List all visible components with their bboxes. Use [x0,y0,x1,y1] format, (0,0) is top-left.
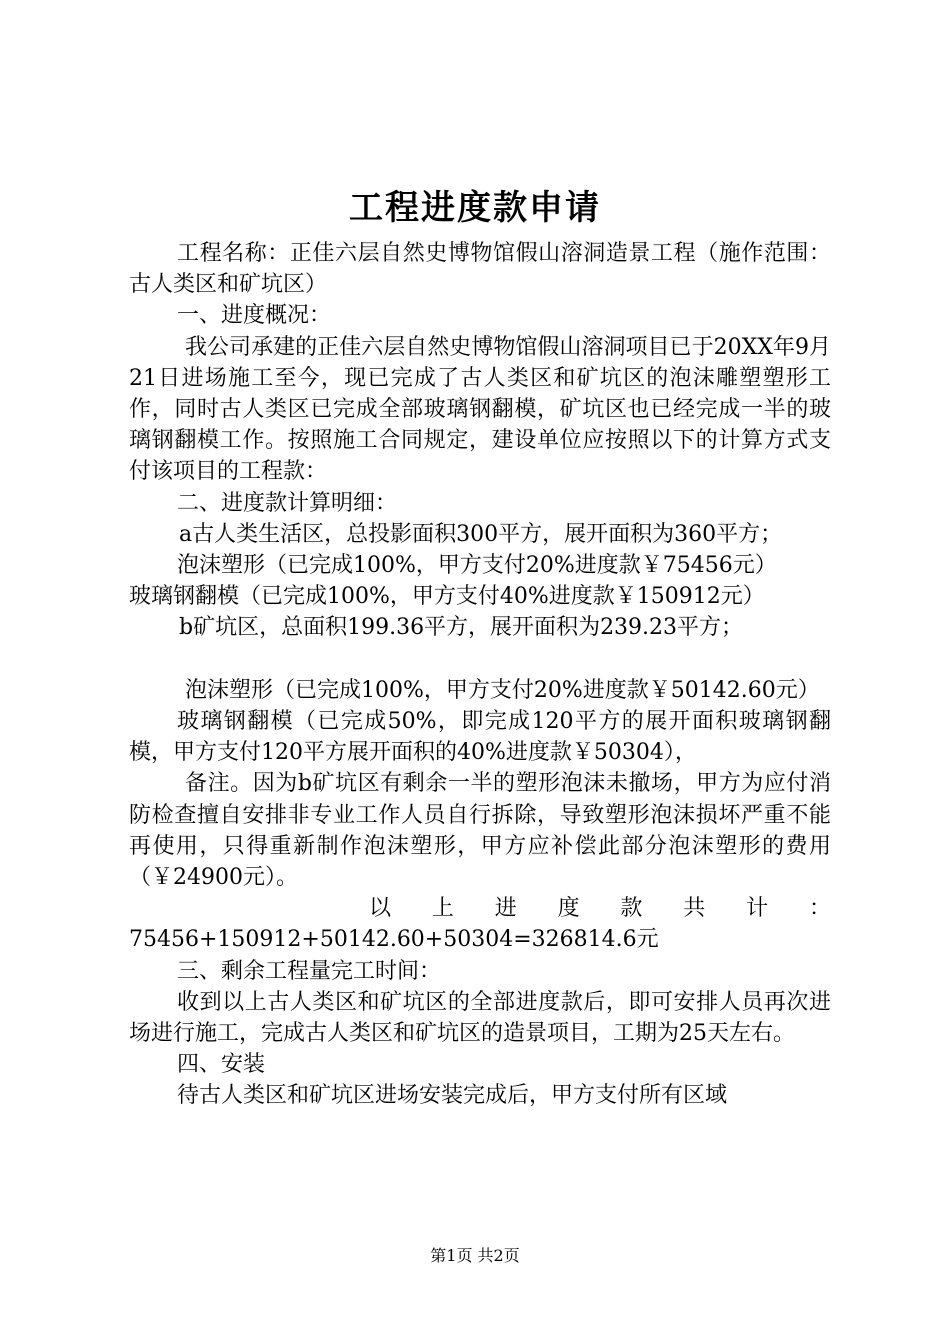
document-body [129,238,831,1112]
progress-overview-paragraph: 我公司承建的正佳六层自然史博物馆假山溶洞项目已于20XX年9月21日进场施工至今，现已完成了古人类区和矿坑区的泡沫雕塑塑形工作，同时古人类区已完成全部玻璃钢翻模，矿坑区也已经完成一半的玻璃钢翻模工作。按照施工合同规定，建设单位应按照以下的计算方式支付该项目的工程款： [129,334,831,485]
area-b-paragraph: b矿坑区，总面积199.36平方，展开面积为239.23平方； [179,615,744,641]
area-b-frp-item: 玻璃钢翻模（已完成50%，即完成120平方的展开面积玻璃钢翻模，甲方支付120平方展开面积的40%进度款￥50304）， [129,709,831,766]
section-heading-payment-details: 二、进度款计算明细： [177,490,398,516]
remaining-work-paragraph: 收到以上古人类区和矿坑区的全部进度款后，即可安排人员再次进场进行施工，完成古人类区和矿坑区的造景项目，工期为25天左右。 [129,989,831,1047]
project-name-paragraph: 工程名称：正佳六层自然史博物馆假山溶洞造景工程（施作范围：古人类区和矿坑区） [129,241,831,298]
remark-paragraph: 备注。因为b矿坑区有剩余一半的塑形泡沫未撤场，甲方为应付消防检查擅自安排非专业工作人员自行拆除，导致塑形泡沫损坏严重不能再使用，只得重新制作泡沫塑形，甲方应补偿此部分泡沫塑形的费用（￥24900元）。 [129,771,831,891]
blank-line [129,644,831,675]
area-a-foam-item: 泡沫塑形（已完成100%，甲方支付20%进度款￥75456元） [177,553,777,579]
section-heading-installation: 四、安装 [177,1052,266,1078]
installation-paragraph: 待古人类区和矿坑区进场安装完成后，甲方支付所有区域 [177,1083,728,1109]
area-a-frp-item: 玻璃钢翻模（已完成100%，甲方支付40%进度款￥150912元） [129,584,765,610]
total-label: 以上进度款共计： [369,896,831,922]
area-a-paragraph: a古人类生活区，总投影面积300平方，展开面积为360平方； [179,521,783,547]
page-number-footer: 第1页 共2页 [430,1246,520,1265]
total-formula: 75456+150912+50142.60+50304=326814.6元 [129,927,659,953]
document-title: 工程进度款申请 [349,188,601,228]
section-heading-progress: 一、进度概况： [177,303,332,329]
area-b-foam-item: 泡沫塑形（已完成100%，甲方支付20%进度款￥50142.60元） [185,677,820,703]
section-heading-remaining-work: 三、剩余工程量完工时间： [177,958,442,984]
